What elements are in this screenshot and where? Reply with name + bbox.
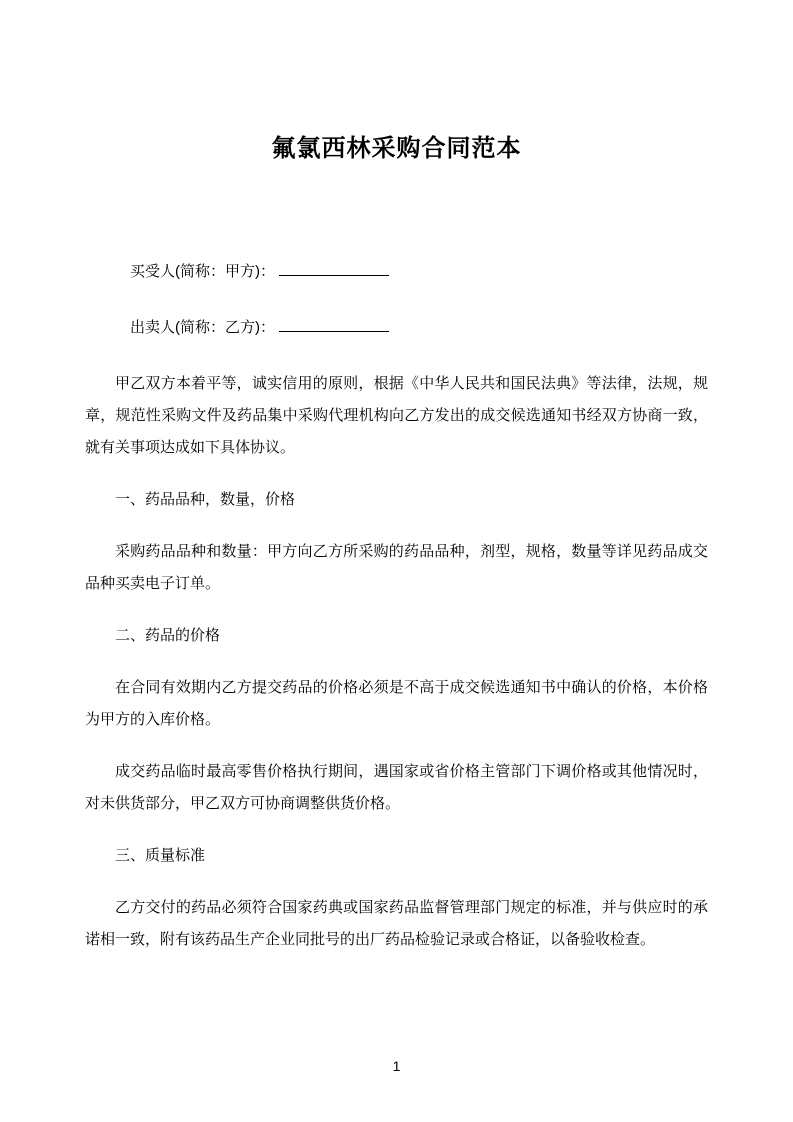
buyer-field-label: 买受人(简称：甲方)：: [130, 263, 275, 281]
buyer-field-blank[interactable]: [279, 261, 389, 276]
paragraph-section3-body: 乙方交付的药品必须符合国家药典或国家药品监督管理部门规定的标准，并与供应时的承诺相一致，附有该药品生产企业同批号的出厂药品检验记录或合格证，以备验收检查。: [85, 899, 708, 949]
paragraph-section2-body1: 在合同有效期内乙方提交药品的价格必须是不高于成交候选通知书中确认的价格，本价格为甲方的入库价格。: [85, 679, 708, 729]
buyer-field-line: [85, 256, 708, 288]
paragraph-preamble: 甲乙双方本着平等，诚实信用的原则，根据《中华人民共和国民法典》等法律，法规，规章，规范性采购文件及药品集中采购代理机构向乙方发出的成交候选通知书经双方协商一致，就有关事项达成如下具体协议。: [85, 375, 708, 457]
seller-field-label: 出卖人(简称：乙方)：: [130, 319, 275, 337]
section-heading-2: 二、药品的价格: [115, 627, 221, 645]
paragraph-section1-body: 采购药品品种和数量：甲方向乙方所采购的药品品种，剂型，规格，数量等详见药品成交品种买卖电子订单。: [85, 543, 708, 593]
page-title: 氟氯西林采购合同范本: [271, 135, 522, 162]
section-heading-3: 三、质量标准: [115, 847, 206, 865]
document-body: [85, 256, 708, 956]
paragraph-section2-body2: 成交药品临时最高零售价格执行期间，遇国家或省价格主管部门下调价格或其他情况时，对未供货部分，甲乙双方可协商调整供货价格。: [85, 763, 708, 813]
page-number: 1: [392, 1058, 401, 1074]
seller-field-blank[interactable]: [279, 317, 389, 332]
section-heading-1: 一、药品品种，数量，价格: [115, 491, 296, 509]
seller-field-line: [85, 312, 708, 344]
